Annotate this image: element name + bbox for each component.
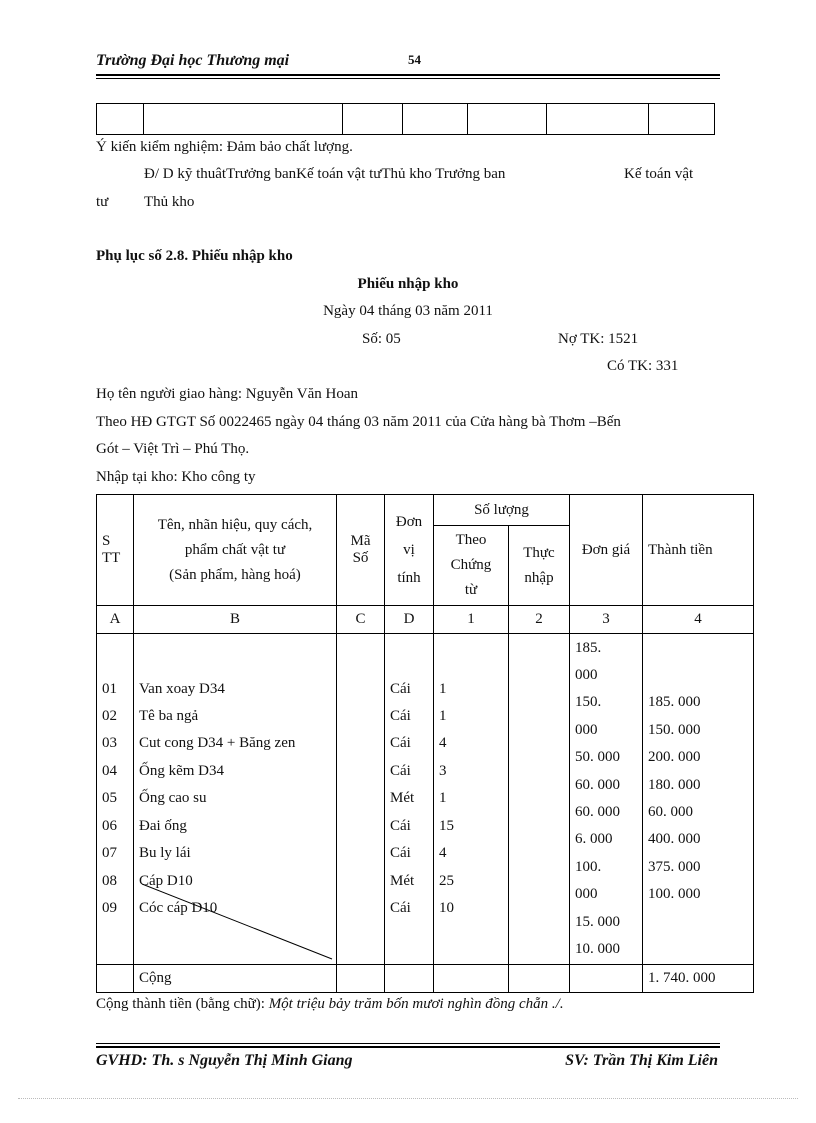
form-title: Phiếu nhập kho — [357, 276, 459, 292]
amount-in-words-label: Cộng thành tiền (bằng chữ): — [96, 996, 269, 1012]
deliverer-name: Họ tên người giao hàng: Nguyễn Văn Hoan — [96, 386, 358, 402]
stt-column: 01 02 03 04 05 06 07 08 09 — [97, 634, 134, 965]
header-unit: Đơn vị tính — [385, 495, 434, 606]
header-qty-actual: Thực nhập — [509, 526, 570, 606]
index-a: A — [97, 606, 134, 634]
index-1: 1 — [434, 606, 509, 634]
index-2: 2 — [509, 606, 570, 634]
previous-table-tail — [96, 103, 715, 135]
invoice-reference-cont: Gót – Việt Trì – Phú Thọ. — [96, 441, 250, 457]
index-4: 4 — [643, 606, 754, 634]
index-b: B — [134, 606, 337, 634]
item-name-column — [134, 634, 337, 965]
amount-column: 185. 000 150. 000 200. 000 180. 000 60. 000 400. 000 375. 000 100. 000 — [643, 634, 754, 965]
header-rule-thick — [96, 74, 720, 76]
total-amount: 1. 740. 000 — [643, 965, 754, 993]
total-qty-actual — [509, 965, 570, 993]
header-quantity: Số lượng — [434, 495, 570, 526]
appendix-title: Phụ lục số 2.8. Phiếu nhập kho — [96, 248, 293, 264]
item-names: Van xoay D34 Tê ba ngả Cut cong D34 + Băng zen Ống kẽm D34 Ống cao su Đai ống Bu ly lái Cáp D10 Cóc cáp D10 — [139, 680, 296, 916]
debit-account: Nợ TK: 1521 — [558, 331, 639, 347]
index-c: C — [337, 606, 385, 634]
warehouse-line: Nhập tại kho: Kho công ty — [96, 469, 256, 485]
page-number: 54 — [408, 52, 421, 67]
total-qty-doc — [434, 965, 509, 993]
footer-rule-thick — [96, 1046, 720, 1048]
form-date: Ngày 04 tháng 03 năm 2011 — [323, 303, 493, 319]
signatures-line: Đ/ D kỹ thuâtTrưởng banKế toán vật tưThủ kho Trưởng ban — [144, 166, 506, 182]
amount-in-words-line — [96, 996, 564, 1013]
total-stt — [97, 965, 134, 993]
unit-price-column: 185. 000 150. 000 50. 000 60. 000 60. 000 6. 000 100. 000 15. 000 10. 000 — [570, 634, 643, 965]
index-d: D — [385, 606, 434, 634]
receipt-table — [96, 494, 754, 993]
total-label: Cộng — [134, 965, 337, 993]
signatures-line2-right: Thủ kho — [144, 194, 195, 210]
header-qty-document: Theo Chứng từ — [434, 526, 509, 606]
header-unit-price: Đơn giá — [570, 495, 643, 606]
page-edge-dots — [18, 1098, 798, 1099]
header-code: Mã Số — [337, 495, 385, 606]
total-price — [570, 965, 643, 993]
header-rule-thin — [96, 78, 720, 79]
footer-advisor: GVHD: Th. s Nguyễn Thị Minh Giang — [96, 1052, 353, 1069]
index-3: 3 — [570, 606, 643, 634]
unit-column: Cái Cái Cái Cái Mét Cái Cái Mét Cái — [385, 634, 434, 965]
footer-rule-thin — [96, 1043, 720, 1044]
invoice-reference: Theo HĐ GTGT Số 0022465 ngày 04 tháng 03 năm 2011 của Cửa hàng bà Thơm –Bến — [96, 414, 621, 430]
strike-line — [140, 882, 334, 962]
code-column — [337, 634, 385, 965]
total-code — [337, 965, 385, 993]
header-school-name: Trường Đại học Thương mại — [96, 52, 290, 69]
inspection-opinion: Ý kiến kiểm nghiệm: Đảm bảo chất lượng. — [96, 139, 353, 155]
total-unit — [385, 965, 434, 993]
header-stt: S TT — [97, 495, 134, 606]
amount-in-words: Một triệu bảy trăm bốn mươi nghìn đồng chẵn ./. — [268, 996, 564, 1012]
footer-student: SV: Trần Thị Kim Liên — [565, 1052, 718, 1069]
qty-actual-column — [509, 634, 570, 965]
signatures-line-right: Kế toán vật — [624, 166, 694, 182]
form-number: Số: 05 — [362, 331, 401, 347]
credit-account: Có TK: 331 — [607, 358, 679, 374]
qty-document-column: 1 1 4 3 1 15 4 25 10 — [434, 634, 509, 965]
header-name: Tên, nhãn hiệu, quy cách, phẩm chất vật tư (Sản phẩm, hàng hoá) — [134, 495, 337, 606]
signatures-line2-left: tư — [96, 194, 109, 210]
header-amount: Thành tiền — [643, 495, 754, 606]
